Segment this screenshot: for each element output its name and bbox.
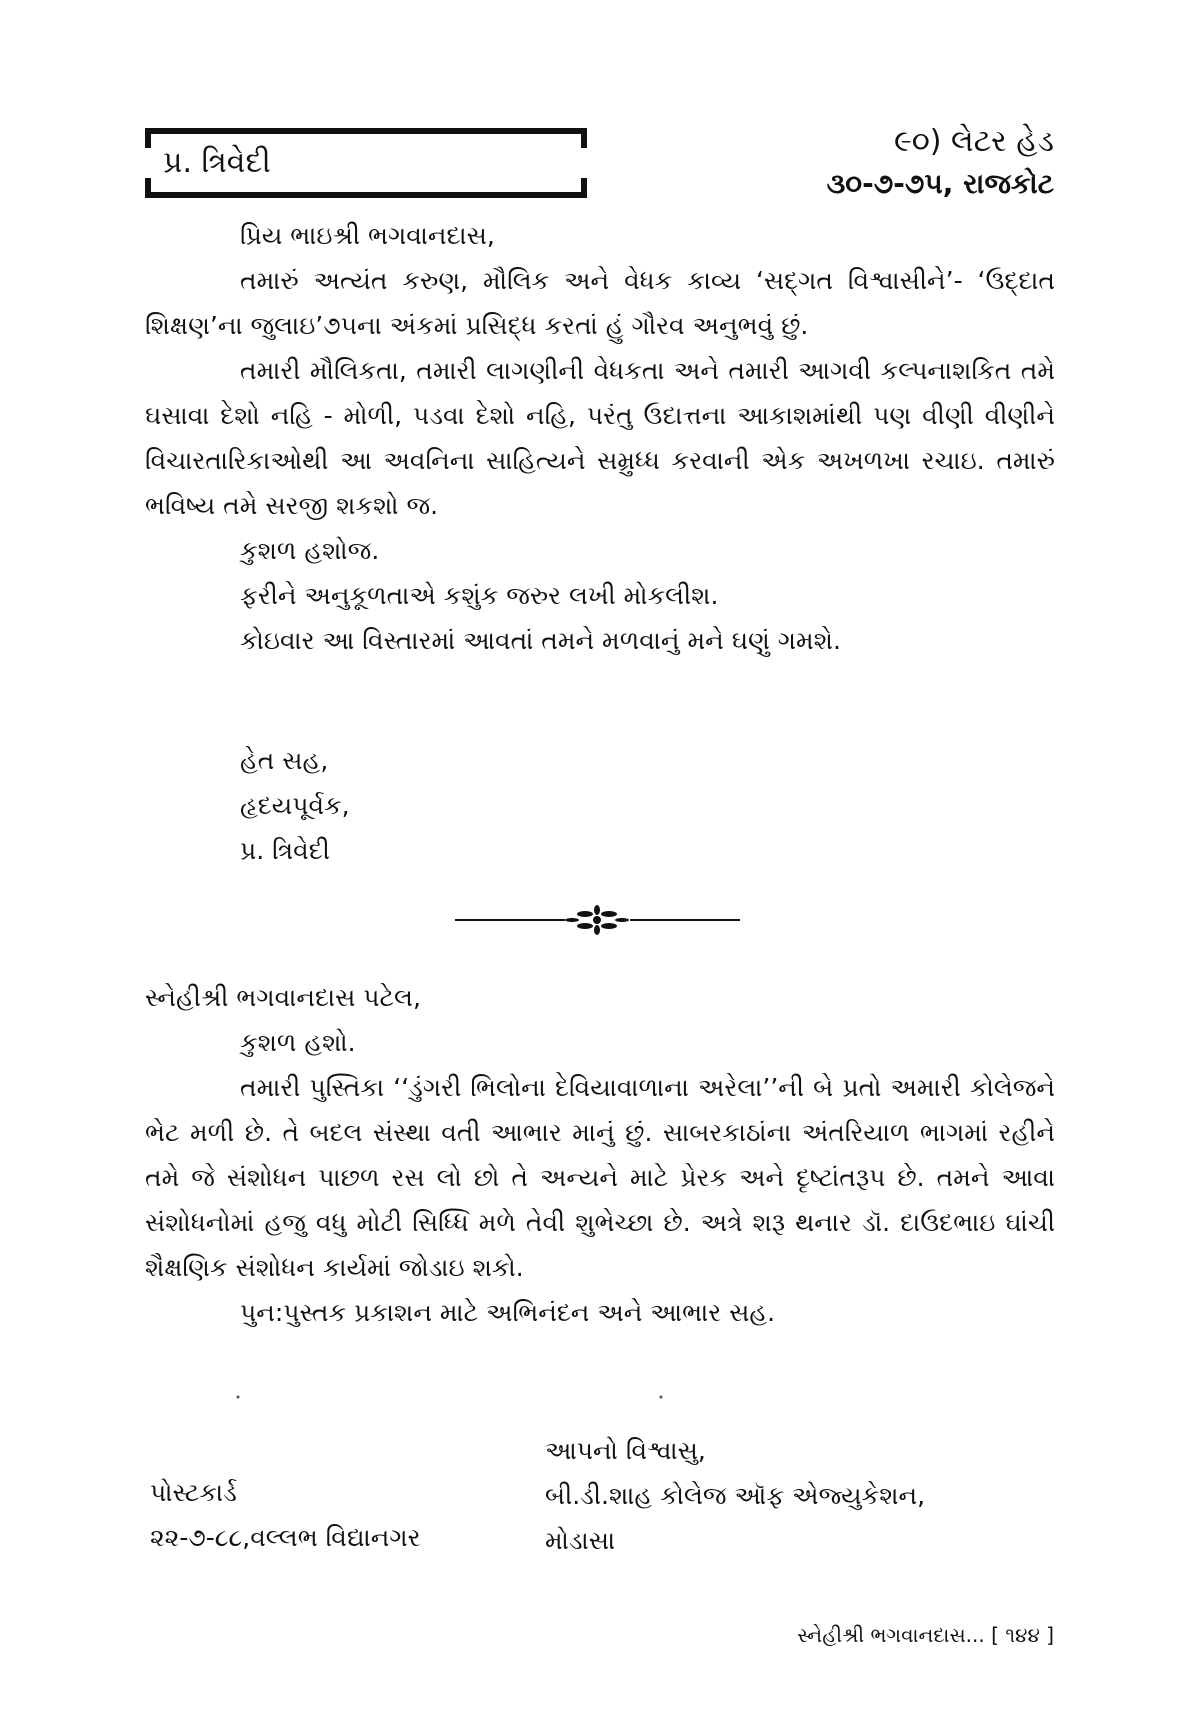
letter-one-line-2: ફરીને અનુકૂળતાએ કશુંક જરુર લખી મોકલીશ.	[240, 581, 719, 610]
letter-one-line-1: કુશળ હશોજ.	[240, 536, 380, 565]
letter-one-body	[145, 213, 1055, 663]
regards-line-3: મોડાસા	[545, 1526, 616, 1555]
postcard-date-place: ૨૨-૭-૮૮,વલ્લભ વિદ્યાનગર	[150, 1523, 421, 1552]
letter-one-paragraph-2: તમારી મૌલિકતા, તમારી લાગણીની વેધકતા અને તમારી આગવી કલ્પનાશકિત તમે ઘસાવા દેશો નહિ - મોળી, પડવા દેશો નહિ, પરંતુ ઉદાત્તના આકાશમાંથી પણ વીણી વીણીને વિચારતારિકાઓથી આ અવનિના સાહિત્યને સમ્રુધ્ધ કરવાની એક અખળખા રચાઇ. તમારું ભવિષ્ય તમે સરજી શકશો જ.	[145, 356, 1055, 520]
signature-line-2: હૃદયપૂર્વક,	[240, 791, 350, 820]
regards-line-2: બી.ડી.શાહ કોલેજ ઑફ એજ્યુકેશન,	[545, 1481, 926, 1510]
letter-two-paragraph-1: તમારી પુસ્તિકા ‘‘ડુંગરી ભિલોના દેવિયાવાળાના અરેલા’’ની બે પ્રતો અમારી કોલેજને ભેટ મળી છે. તે બદલ સંસ્થા વતી આભાર માનું છું. સાબરકાઠાંના અંતરિયાળ ભાગમાં રહીને તમે જે સંશોધન પાછળ રસ લો છો તે અન્યને માટે પ્રેરક અને દૃષ્ટાંતરૂપ છે. તમને આવા સંશોધનોમાં હજુ વધુ મોટી સિધ્ધિ મળે તેવી શુભેચ્છા છે. અત્રે શરૂ થનાર ડૉ. દાઉદભાઇ ઘાંચી શૈક્ષણિક સંશોધન કાર્યમાં જોડાઇ શકો.	[145, 1073, 1055, 1282]
scan-specks	[235, 1395, 665, 1399]
sender-name-box	[145, 128, 587, 198]
letter-date-place: ૩૦-૭-૭૫, રાજકોટ	[826, 167, 1054, 200]
letter-two-greeting: કુશળ હશો.	[240, 1028, 356, 1057]
regards-line-1: આપનો વિશ્વાસુ,	[545, 1436, 706, 1465]
ornament-divider	[455, 905, 740, 935]
letter-two-paragraph-2: પુન:પુસ્તક પ્રકાશન માટે અભિનંદન અને આભાર સહ.	[240, 1298, 776, 1327]
letter-one-salutation: પ્રિય ભાઇશ્રી ભગવાનદાસ,	[240, 221, 495, 250]
running-footer: સ્નેહીશ્રી ભગવાનદાસ... [ ૧૪૪ ]	[797, 1623, 1054, 1647]
postcard-info	[150, 1470, 421, 1560]
letter-two-salutation: સ્નેહીશ્રી ભગવાનદાસ પટેલ,	[145, 983, 421, 1012]
letter-one-paragraph-1: તમારું અત્યંત કરુણ, મૌલિક અને વેધક કાવ્ય ‘સદ્‌ગત વિશ્વાસીને’- ‘ઉદ્દાત શિક્ષણ’ના જુલાઇ’૭૫ના અંકમાં પ્રસિદ્ધ કરતાં હું ગૌરવ અનુભવું છું.	[145, 266, 1055, 340]
letter-one-signature	[240, 738, 350, 873]
signature-line-1: હેત સહ,	[240, 746, 329, 775]
header-right	[827, 122, 1054, 206]
letter-number: ૯૦) લેટર હેડ	[893, 124, 1054, 159]
letter-two-body	[145, 975, 1055, 1335]
signature-line-3: પ્ર. ત્રિવેદી	[240, 836, 330, 865]
sender-name: પ્ર. ત્રિવેદી	[163, 145, 271, 180]
letter-one-line-3: કોઇવાર આ વિસ્તારમાં આવતાં તમને મળવાનું મને ઘણું ગમશે.	[240, 626, 841, 655]
letter-two-signature	[545, 1428, 925, 1563]
postcard-label: પોસ્ટકાર્ડ	[150, 1478, 237, 1507]
